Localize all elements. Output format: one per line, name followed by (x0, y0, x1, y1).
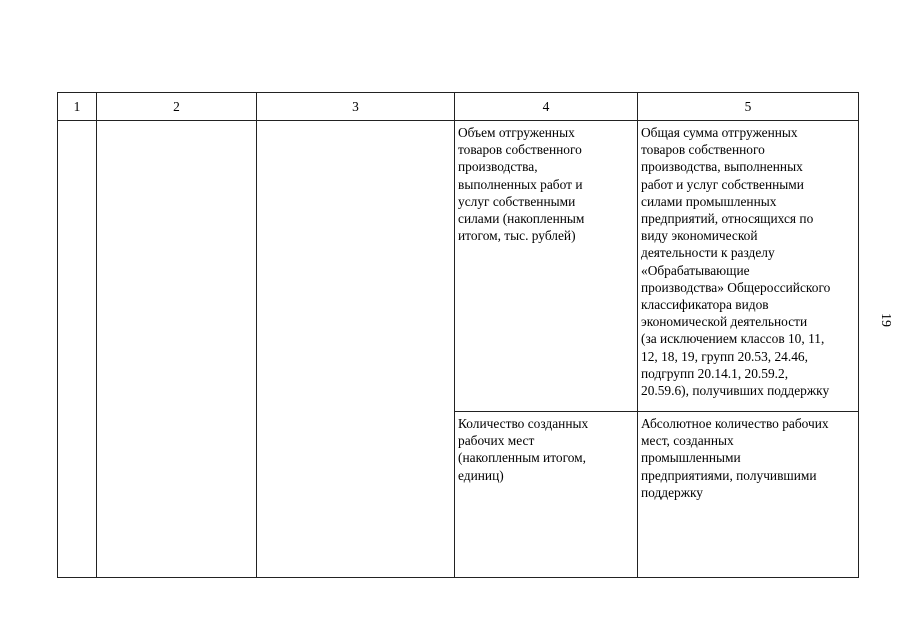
indicator-name-cell (455, 412, 638, 578)
column-header-5: 5 (638, 93, 859, 121)
column-header-4: 4 (455, 93, 638, 121)
column-header-1: 1 (58, 93, 97, 121)
column-header-3: 3 (257, 93, 455, 121)
indicator-name-cell (455, 121, 638, 412)
table-row (58, 121, 859, 412)
cell-col-1 (58, 121, 97, 578)
indicator-definition-cell (638, 121, 859, 412)
indicator-definition-shipped-goods: Общая сумма отгруженных товаров собственного производства, выполненных работ и услуг собственными силами промышленных предприятий, относящихся по виду экономической деятельности к разделу «Обрабатывающие производства» Общероссийского классификатора видов экономической деятельности (за исключением классов 10, 11, 12, 18, 19, групп 20.53, 24.46, подгрупп 20.14.1, 20.59.2, 20.59.6), получивших поддержку (641, 125, 831, 399)
cell-col-3 (257, 121, 455, 578)
indicator-name-shipped-goods: Объем отгруженных товаров собственного производства, выполненных работ и услуг собственными силами (накопленным итогом, тыс. рублей) (458, 125, 585, 244)
indicator-definition-jobs-created: Абсолютное количество рабочих мест, созданных промышленными предприятиями, получившими поддержку (641, 416, 829, 500)
cell-text (58, 121, 96, 126)
column-header-2: 2 (97, 93, 257, 121)
cell-text (97, 121, 256, 126)
page-number: 19 (878, 313, 893, 327)
indicator-name-jobs-created: Количество созданных рабочих мест (накопленным итогом, единиц) (458, 416, 589, 483)
indicators-table (57, 92, 859, 578)
cell-text (257, 121, 454, 126)
indicator-definition-cell (638, 412, 859, 578)
cell-col-2 (97, 121, 257, 578)
table-header-row (58, 93, 859, 121)
